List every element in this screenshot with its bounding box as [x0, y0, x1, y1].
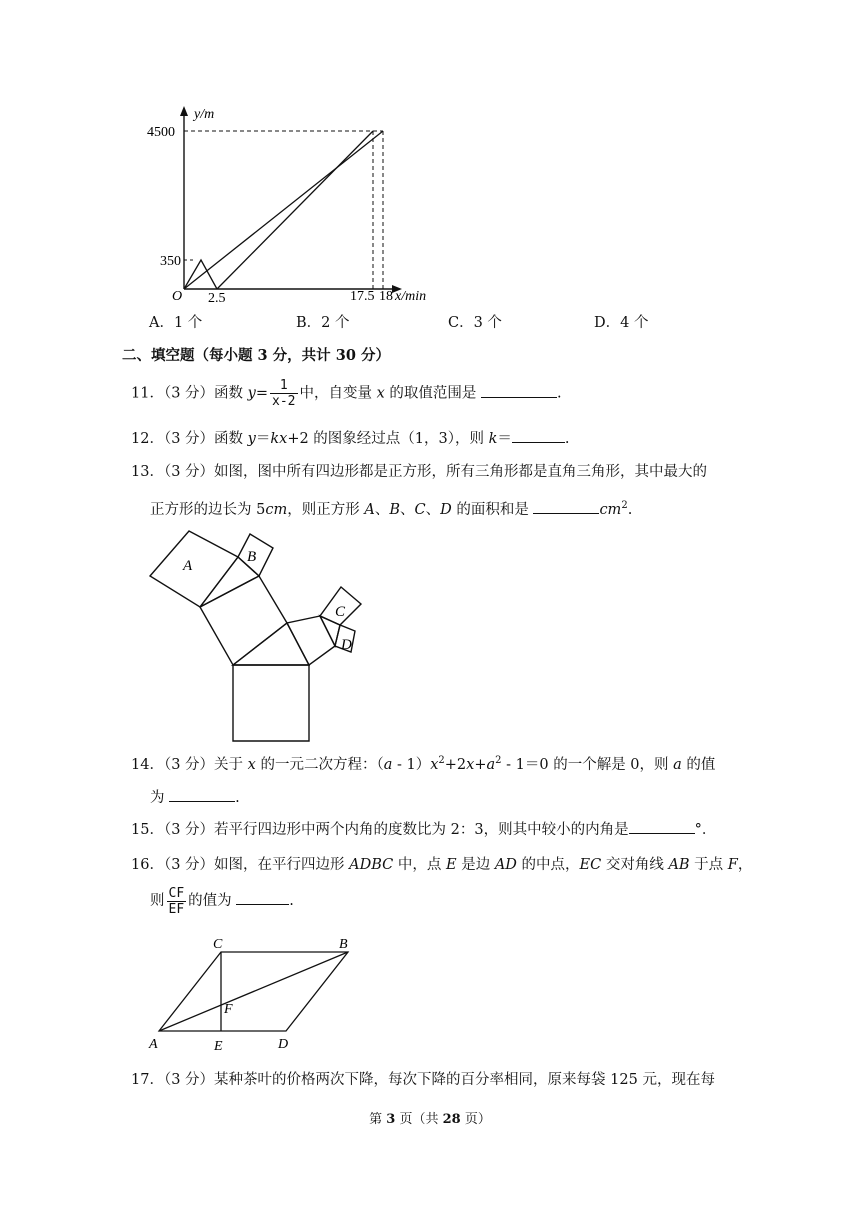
fig16-label-e: E — [214, 1039, 223, 1054]
fig13-label-c: C — [335, 604, 346, 620]
question-13-line2: 正方形的边长为 5cm，则正方形 A、B、C、D 的面积和是 $cm^2$. — [150, 496, 632, 520]
fig16-label-c: C — [213, 937, 223, 952]
graph-x-tick-18: 18 — [379, 289, 393, 304]
q11-fraction: $\frac{1}{x-2}$ — [272, 378, 296, 409]
q11-answer-blank — [481, 382, 557, 398]
q12-answer-blank — [512, 427, 565, 443]
graph-origin: O — [172, 289, 183, 304]
q16-answer-blank — [236, 889, 289, 905]
graph-x-tick-2-5: 2.5 — [208, 291, 226, 306]
fig16-label-a: A — [149, 1037, 158, 1052]
fig13-label-b: B — [247, 549, 257, 565]
page-footer: 第 3 页（共 28 页） — [369, 1112, 491, 1127]
question-12: 12．（3 分）函数 y＝kx+2 的图象经过点（1，3），则 k＝ . — [131, 427, 570, 449]
question-15: 15．（3 分）若平行四边形中两个内角的度数比为 2：3，则其中较小的内角是 °． — [131, 818, 716, 840]
question-16-line2: 则 $\frac{CF}{EF}$ 的值为 . — [150, 885, 294, 917]
q13-answer-blank — [533, 498, 599, 514]
q10-option-a: A．1 个 — [149, 315, 203, 331]
q11-number: 11． — [131, 385, 164, 402]
graph-y-tick-350: 350 — [160, 254, 181, 269]
question-14-line2: 为 . — [150, 786, 240, 808]
graph-x-tick-17-5: 17.5 — [350, 289, 375, 304]
q10-option-d: D．4 个 — [594, 315, 649, 331]
graph-y-tick-4500: 4500 — [147, 125, 175, 140]
fig16-label-d: D — [278, 1037, 289, 1052]
distance-time-graph — [147, 100, 450, 310]
parallelogram-figure — [145, 930, 365, 1060]
section-heading-fill-blank: 二、填空题（每小题 3 分，共计 30 分） — [122, 347, 390, 364]
fig13-label-d: D — [341, 637, 352, 653]
fig13-label-a: A — [183, 558, 193, 574]
graph-x-label: x/min — [395, 289, 427, 304]
pythagoras-squares-figure — [140, 525, 380, 745]
q16-fraction: $\frac{CF}{EF}$ — [168, 885, 185, 917]
question-17: 17．（3 分）某种茶叶的价格两次下降，每次下降的百分率相同，原来每袋 125 元，现在每 — [131, 1072, 715, 1088]
fig16-label-f: F — [224, 1002, 233, 1017]
q10-option-c: C．3 个 — [448, 315, 502, 331]
page-total: 28 — [442, 1112, 461, 1127]
page-number: 3 — [386, 1112, 396, 1127]
question-16-line1: 16．（3 分）如图，在平行四边形 ADBC 中，点 E 是边 AD 的中点，EC 交对角线 AB 于点 F， — [131, 857, 753, 873]
q15-answer-blank — [629, 818, 695, 834]
q10-option-b: B．2 个 — [296, 315, 350, 331]
question-13-line1: 13．（3 分）如图，图中所有四边形都是正方形，所有三角形都是直角三角形，其中最大的 — [131, 464, 708, 480]
question-11: 11．（3 分）函数 y= $\frac{1}{x-2}$ 中，自变量 x 的取值范围是 . — [131, 378, 562, 409]
question-14-line1: 14．（3 分）关于 x 的一元二次方程：$(a - 1)x^2+2x+a^2 - 1=0$ 的一个解是 0，则 a 的值 — [131, 755, 716, 773]
fig16-label-b: B — [339, 937, 348, 952]
q14-answer-blank — [169, 786, 235, 802]
graph-y-label: y/m — [194, 107, 215, 122]
